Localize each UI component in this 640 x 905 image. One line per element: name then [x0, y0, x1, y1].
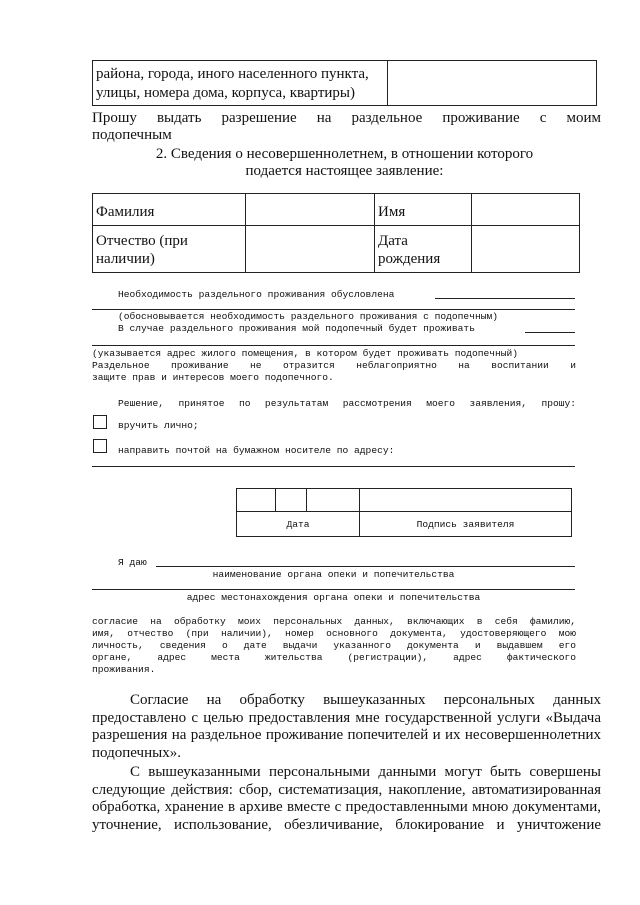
necessity-line-2[interactable] — [92, 309, 575, 310]
table-row — [237, 489, 572, 512]
consent-para1-line-4: подопечных». — [92, 744, 181, 761]
date-month-cell[interactable] — [276, 489, 307, 512]
mail-address-line[interactable] — [92, 466, 575, 467]
request-line-1: Прошу выдать разрешение на раздельное проживание с моим — [92, 110, 601, 126]
surname-field[interactable] — [246, 194, 375, 226]
patronymic-field[interactable] — [246, 226, 375, 273]
consent-para2-line-3: обработка, хранение в архиве вместе с предоставленными мною документами, — [92, 799, 601, 815]
consent-para2-line-4: уточнение, использование, обезличивание, блокирование и уничтожение — [92, 816, 601, 833]
mail-label: направить почтой на бумажном носителе по адресу: — [118, 445, 395, 456]
authority-address-line[interactable] — [92, 589, 575, 590]
consent-para1-line-1: Согласие на обработку вышеуказанных персональных данных — [130, 692, 601, 708]
birthdate-field[interactable] — [472, 226, 580, 273]
authority-hint: наименование органа опеки и попечительства — [212, 569, 455, 580]
consent-para2-line-1: С вышеуказанными персональными данными могут быть совершены — [130, 764, 601, 780]
consent-para1-line-2: предоставлено с целью предоставления мне государственной услуги «Выдача — [92, 709, 601, 726]
signature-label: Подпись заявителя — [360, 512, 572, 537]
mail-checkbox[interactable] — [93, 439, 107, 453]
no-harm-line-2: защите прав и интересов моего подопечного. — [92, 372, 334, 383]
residence-hint: (указывается адрес жилого помещения, в котором будет проживать подопечный) — [92, 348, 519, 359]
consent-line-2: имя, отчество (при наличии), номер основного документа, удостоверяющего мою — [92, 628, 576, 639]
consent-line-3: личность, сведения о дате выдачи указанного документа и выдавшем его — [92, 640, 576, 651]
residence-line[interactable] — [525, 332, 575, 333]
authority-name-line[interactable] — [156, 566, 575, 567]
name-field[interactable] — [472, 194, 580, 226]
name-label: Имя — [375, 194, 472, 226]
consent-para2-line-2: следующие действия: сбор, систематизация, накопление, автоматизированная — [92, 781, 601, 798]
authority-address-hint: адрес местонахождения органа опеки и попечительства — [186, 592, 481, 603]
decision-text: Решение, принятое по результатам рассмотрения моего заявления, прошу: — [118, 398, 576, 409]
address-table — [92, 60, 597, 106]
section2-heading-line-2: подается настоящее заявление: — [245, 163, 444, 179]
section2-heading-line-1: 2. Сведения о несовершеннолетнем, в отношении которого — [155, 146, 534, 162]
address-label-cell: района, города, иного населенного пункта, улицы, номера дома, корпуса, квартиры) — [93, 61, 388, 106]
patronymic-label: Отчество (при наличии) — [93, 226, 246, 273]
table-row — [93, 194, 580, 226]
residence-line-2[interactable] — [92, 345, 575, 346]
in-person-checkbox[interactable] — [93, 415, 107, 429]
i-give-text: Я даю — [118, 557, 147, 568]
table-row — [237, 512, 572, 537]
date-signature-table — [236, 488, 572, 537]
residence-text: В случае раздельного проживания мой подопечный будет проживать — [118, 323, 475, 334]
date-label: Дата — [237, 512, 360, 537]
address-value-cell[interactable] — [388, 61, 597, 106]
necessity-line[interactable] — [435, 298, 575, 299]
minor-info-table — [92, 193, 580, 273]
signature-cell[interactable] — [360, 489, 572, 512]
consent-para1-line-3: разрешения на раздельное проживание попечителей и их несовершеннолетних — [92, 727, 601, 743]
consent-line-4: органе, адрес места жительства (регистрации), адрес фактического — [92, 652, 576, 663]
consent-line-1: согласие на обработку моих персональных данных, включающих в себя фамилию, — [92, 616, 576, 627]
table-row — [93, 226, 580, 273]
no-harm-line-1: Раздельное проживание не отразится неблагоприятно на воспитании и — [92, 360, 576, 371]
birthdate-label: Дата рождения — [375, 226, 472, 273]
necessity-hint: (обосновывается необходимость раздельного проживания с подопечным) — [118, 311, 498, 322]
in-person-label: вручить лично; — [118, 420, 199, 431]
necessity-text: Необходимость раздельного проживания обусловлена — [118, 289, 395, 300]
surname-label: Фамилия — [93, 194, 246, 226]
date-year-cell[interactable] — [307, 489, 360, 512]
table-row — [93, 61, 597, 106]
date-day-cell[interactable] — [237, 489, 276, 512]
consent-line-5: проживания. — [92, 664, 156, 675]
request-line-2: подопечным — [92, 127, 172, 143]
